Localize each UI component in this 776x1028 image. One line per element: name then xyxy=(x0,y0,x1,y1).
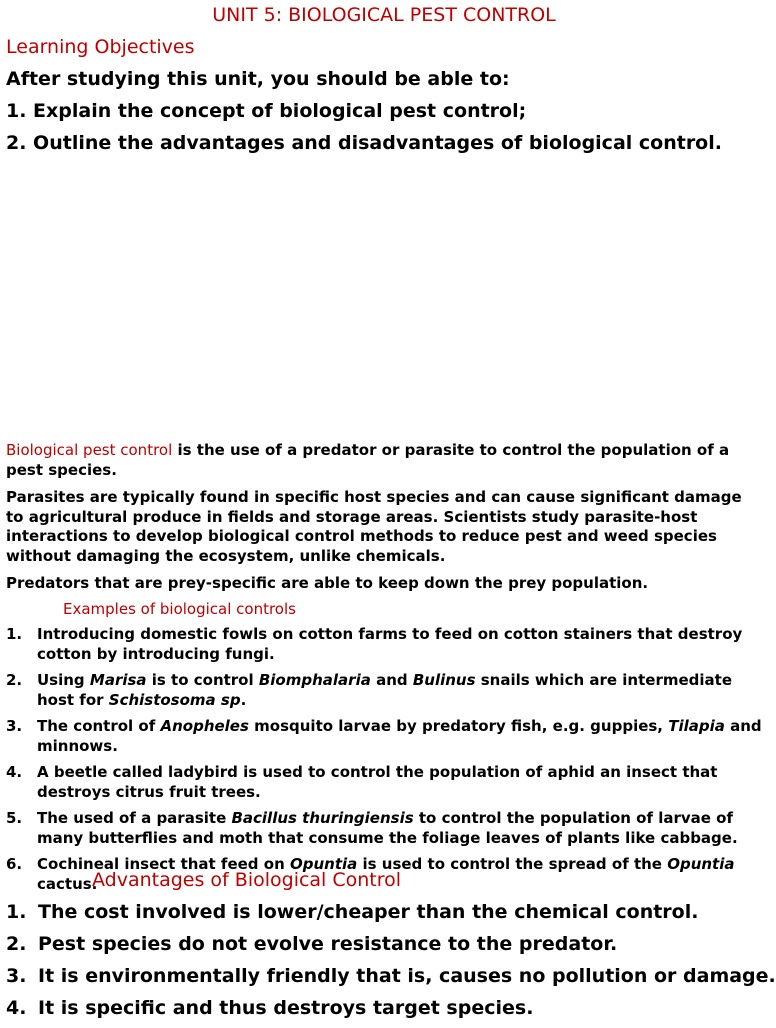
example-text: The control of Anopheles mosquito larvae by predatory fish, e.g. guppies, Tilapia and minnows. xyxy=(37,717,762,755)
advantages-list xyxy=(6,900,776,1028)
example-item xyxy=(6,717,768,756)
definition-paragraph xyxy=(6,441,762,480)
objectives-intro: After studying this unit, you should be able to: xyxy=(6,68,510,90)
example-number: 5. xyxy=(6,809,23,827)
example-item xyxy=(6,671,768,710)
advantage-item xyxy=(6,932,768,964)
advantage-text: The cost involved is lower/cheaper than the chemical control. xyxy=(38,901,699,923)
objective-item: 1. Explain the concept of biological pest control; xyxy=(6,100,527,122)
example-number: 6. xyxy=(6,855,23,873)
advantage-number: 4. xyxy=(6,997,27,1019)
advantage-text: Pest species do not evolve resistance to the predator. xyxy=(38,933,618,955)
advantage-number: 2. xyxy=(6,933,27,955)
example-item xyxy=(6,809,768,848)
advantages-heading: Advantages of Biological Control xyxy=(92,869,402,891)
unit-title: UNIT 5: BIOLOGICAL PEST CONTROL xyxy=(212,4,556,26)
advantage-item xyxy=(6,964,776,996)
definition-text: is the use of a predator or parasite to control the population of a pest species. xyxy=(6,441,730,479)
example-number: 1. xyxy=(6,625,23,643)
example-number: 4. xyxy=(6,763,23,781)
example-text: Using Marisa is to control Biomphalaria and Bulinus snails which are intermediate host for Schistosoma sp. xyxy=(37,671,732,709)
example-text: Introducing domestic fowls on cotton farms to feed on cotton stainers that destroy cotton by introducing fungi. xyxy=(37,625,743,663)
predators-paragraph: Predators that are prey-specific are able to keep down the prey population. xyxy=(6,574,649,592)
example-text: Cochineal insect that feed on Opuntia is used to control the spread of the Opuntia cactus. xyxy=(37,855,735,893)
advantage-text: It is specific and thus destroys target species. xyxy=(38,997,534,1019)
examples-heading: Examples of biological controls xyxy=(63,600,296,618)
example-item xyxy=(6,763,768,802)
parasites-paragraph: Parasites are typically found in specific host species and can cause significant damage to agricultural produce in fields and storage areas. Scientists study parasite-host interactions to develop biological control methods to reduce pest and weed species without damaging the ecosystem, unlike chemicals. xyxy=(6,488,742,565)
example-number: 3. xyxy=(6,717,23,735)
advantage-item xyxy=(6,996,768,1028)
example-text: The used of a parasite Bacillus thuringiensis to control the population of larvae of many butterflies and moth that consume the foliage leaves of plants like cabbage. xyxy=(37,809,738,847)
definition-term: Biological pest control xyxy=(6,441,173,459)
learning-objectives-heading: Learning Objectives xyxy=(6,36,195,58)
advantage-number: 3. xyxy=(6,965,27,987)
example-item xyxy=(6,625,768,664)
advantage-item xyxy=(6,900,768,932)
advantage-text: It is environmentally friendly that is, causes no pollution or damage. xyxy=(38,965,776,987)
example-text: A beetle called ladybird is used to control the population of aphid an insect that destroys citrus fruit trees. xyxy=(37,763,718,801)
advantage-number: 1. xyxy=(6,901,27,923)
objective-item: 2. Outline the advantages and disadvantages of biological control. xyxy=(6,132,722,154)
example-number: 2. xyxy=(6,671,23,689)
